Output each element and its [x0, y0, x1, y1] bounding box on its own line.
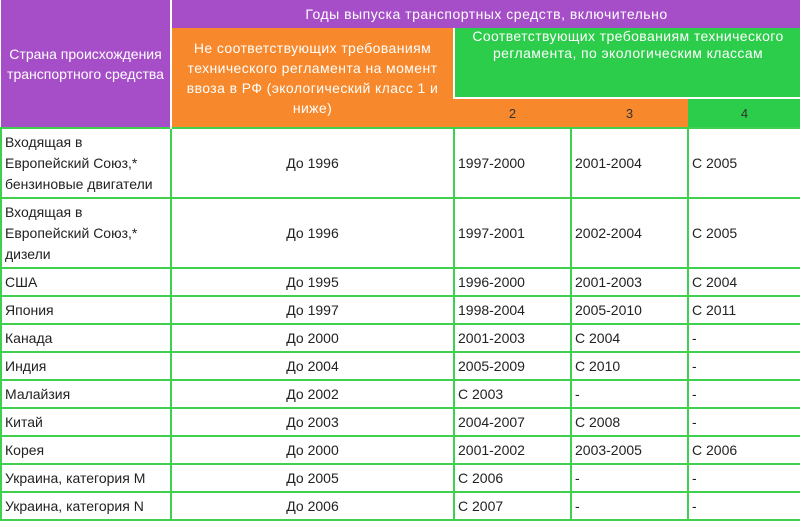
- cell-class-3: 2001-2003: [571, 268, 688, 296]
- cell-class-4: -: [688, 324, 800, 352]
- cell-class-3: 2001-2004: [571, 128, 688, 198]
- cell-class-4: С 2005: [688, 198, 800, 268]
- cell-class-3: -: [571, 492, 688, 520]
- cell-class-4: С 2006: [688, 436, 800, 464]
- header-country: Страна происхождения транспортного средства: [1, 0, 171, 128]
- cell-noncompliant: До 1997: [171, 296, 454, 324]
- cell-noncompliant: До 2002: [171, 380, 454, 408]
- cell-class-4: -: [688, 408, 800, 436]
- header-class-3: 3: [571, 98, 688, 128]
- table-row: [1, 492, 800, 520]
- cell-class-2: 2004-2007: [454, 408, 571, 436]
- cell-noncompliant: До 1996: [171, 128, 454, 198]
- header-class-2: 2: [454, 98, 571, 128]
- table-row: [1, 268, 800, 296]
- cell-noncompliant: До 2000: [171, 436, 454, 464]
- cell-country: Китай: [1, 408, 171, 436]
- cell-class-4: -: [688, 464, 800, 492]
- cell-class-3: С 2008: [571, 408, 688, 436]
- cell-noncompliant: До 1996: [171, 198, 454, 268]
- table-row: [1, 436, 800, 464]
- cell-noncompliant: До 2006: [171, 492, 454, 520]
- cell-class-4: -: [688, 492, 800, 520]
- cell-class-2: 1998-2004: [454, 296, 571, 324]
- cell-country: Входящая в Европейский Союз,* дизели: [1, 198, 171, 268]
- cell-class-3: С 2004: [571, 324, 688, 352]
- cell-country: США: [1, 268, 171, 296]
- cell-noncompliant: До 2004: [171, 352, 454, 380]
- cell-class-4: -: [688, 352, 800, 380]
- table-row: [1, 380, 800, 408]
- cell-class-3: 2003-2005: [571, 436, 688, 464]
- cell-class-3: 2002-2004: [571, 198, 688, 268]
- cell-class-2: С 2003: [454, 380, 571, 408]
- cell-class-4: С 2004: [688, 268, 800, 296]
- cell-noncompliant: До 1995: [171, 268, 454, 296]
- table-row: [1, 128, 800, 198]
- cell-noncompliant: До 2003: [171, 408, 454, 436]
- cell-class-3: 2005-2010: [571, 296, 688, 324]
- header-compliant: Соответствующих требованиям технического регламента, по экологическим классам: [454, 28, 800, 98]
- cell-country: Канада: [1, 324, 171, 352]
- table-row: [1, 296, 800, 324]
- cell-class-4: С 2005: [688, 128, 800, 198]
- cell-country: Корея: [1, 436, 171, 464]
- cell-class-2: 1996-2000: [454, 268, 571, 296]
- cell-country: Украина, категория N: [1, 492, 171, 520]
- cell-class-3: -: [571, 380, 688, 408]
- table-row: [1, 324, 800, 352]
- cell-noncompliant: До 2000: [171, 324, 454, 352]
- cell-country: Индия: [1, 352, 171, 380]
- cell-class-3: С 2010: [571, 352, 688, 380]
- header-class-4: 4: [688, 98, 800, 128]
- cell-class-4: С 2011: [688, 296, 800, 324]
- header-noncompliant: Не соответствующих требованиям технического регламента на момент ввоза в РФ (экологический класс 1 и ниже): [171, 28, 454, 128]
- cell-class-2: 2001-2003: [454, 324, 571, 352]
- cell-noncompliant: До 2005: [171, 464, 454, 492]
- cell-class-2: С 2007: [454, 492, 571, 520]
- table-row: [1, 352, 800, 380]
- cell-country: Украина, категория М: [1, 464, 171, 492]
- cell-class-2: 1997-2000: [454, 128, 571, 198]
- cell-class-2: 2005-2009: [454, 352, 571, 380]
- table-row: [1, 198, 800, 268]
- cell-class-4: -: [688, 380, 800, 408]
- cell-class-2: С 2006: [454, 464, 571, 492]
- cell-class-3: -: [571, 464, 688, 492]
- cell-class-2: 2001-2002: [454, 436, 571, 464]
- cell-country: Входящая в Европейский Союз,* бензиновые двигатели: [1, 128, 171, 198]
- header-years: Годы выпуска транспортных средств, включительно: [171, 0, 800, 28]
- cell-country: Япония: [1, 296, 171, 324]
- cell-class-2: 1997-2001: [454, 198, 571, 268]
- table-row: [1, 464, 800, 492]
- cell-country: Малайзия: [1, 380, 171, 408]
- table-row: [1, 408, 800, 436]
